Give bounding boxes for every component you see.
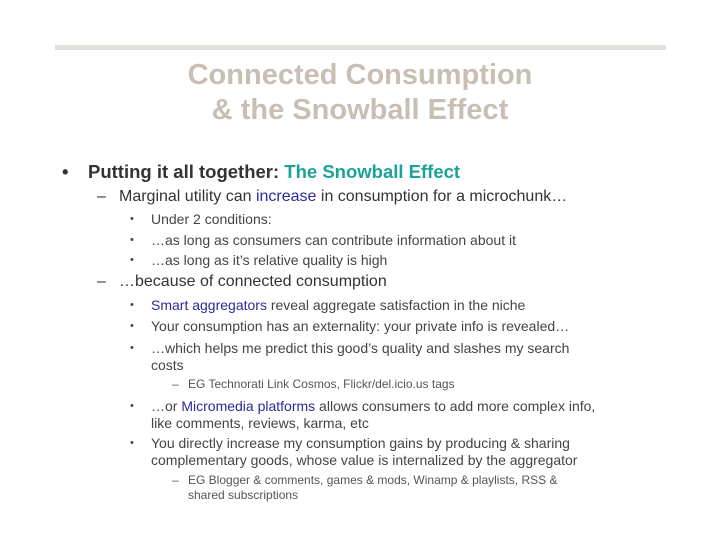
sub1-highlight: increase — [255, 188, 317, 205]
micromedia-highlight: Micromedia platforms — [181, 398, 316, 414]
bullet-icon: • — [130, 342, 134, 354]
sub1-text-after: in consumption for a microchunk… — [316, 188, 568, 205]
sub1-text-before: Marginal utility can — [119, 188, 256, 205]
title-line-2: & the Snowball Effect — [211, 94, 509, 126]
slide-body: • Putting it all together: The Snowball Effect – Marginal utility can increase in consumption for a microchunk… • Under 2 conditions: • …as long as consumers can contribute information about it • …as long as it’s relative quality is high – …because of connected consumption • Smart aggregators reveal aggregate satisfaction in the niche • Your consumption has an externality: your private info is revealed… • …which helps me predict this good’s quality and slashes my search costs – EG Technorati Link Cosmos, Flickr/del.icio.us tags • …or Micromedia platforms allows consumers to add more complex info, like comments, reviews, karma, etc • You directly increase my consumption gains by producing & sharing complementary goods, whose value is internalized by the aggregator – EG Blogger & comments, games & mods, Winamp & playlists, RSS & shared subscriptions — [62, 161, 596, 502]
smart-aggregators-highlight: Smart aggregators — [151, 297, 267, 313]
dash-icon: – — [97, 273, 106, 290]
main-bullet-highlight: The Snowball Effect — [284, 161, 461, 182]
bullet-icon: • — [130, 234, 134, 246]
dash-icon: – — [172, 473, 179, 487]
bullet-icon: • — [130, 299, 134, 311]
bullet-icon: • — [130, 437, 134, 449]
dash-icon: – — [172, 377, 179, 391]
bullet-icon: • — [62, 161, 69, 182]
main-bullet-prefix: Putting it all together: — [88, 161, 285, 182]
title-line-1: Connected Consumption — [187, 59, 533, 91]
bullet-icon: • — [130, 320, 134, 332]
bullet-icon: • — [130, 213, 134, 225]
dash-icon: – — [97, 188, 106, 205]
bullet-icon: • — [130, 400, 134, 412]
bullet-icon: • — [130, 254, 134, 266]
